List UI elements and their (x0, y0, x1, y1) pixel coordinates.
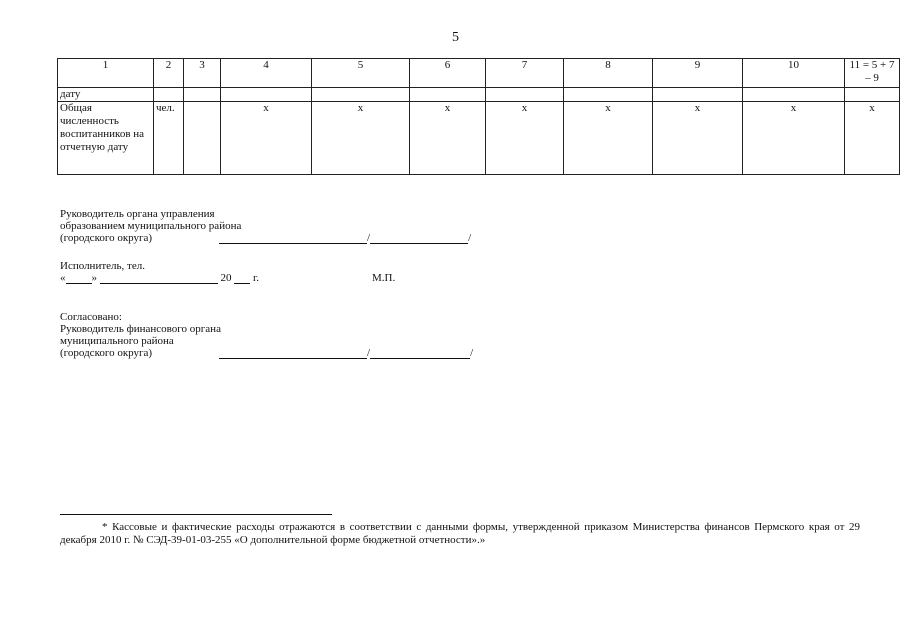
cell-value: x (564, 102, 653, 175)
col-header: 3 (184, 59, 221, 88)
col-header: 7 (486, 59, 564, 88)
col-header: 4 (221, 59, 312, 88)
row-label: Общая численность воспитанников на отчетную дату (58, 102, 154, 175)
head-edu-sign-line: / / (219, 232, 471, 244)
executor-date-line: « » 20 г. (60, 272, 260, 284)
page-number: 5 (452, 30, 459, 45)
stamp-place: М.П. (372, 272, 396, 284)
head-edu-signature-block: Руководитель органа управления образованием муниципального района (городского округа) (60, 208, 242, 244)
table-header-row (58, 59, 900, 88)
col-header: 6 (410, 59, 486, 88)
report-table (57, 58, 900, 175)
cell-value: x (845, 102, 900, 175)
executor-label: Исполнитель, тел. (60, 260, 145, 272)
table-row (58, 88, 900, 102)
cell-value: x (743, 102, 845, 175)
row-label: дату (58, 88, 154, 102)
head-fin-signature-block: Согласовано: Руководитель финансового органа муниципального района (городского округа) (60, 311, 221, 359)
col-header: 10 (743, 59, 845, 88)
table-row (58, 102, 900, 175)
col-header: 1 (58, 59, 154, 88)
footnote-divider (60, 514, 332, 515)
unit-cell: чел. (154, 102, 184, 175)
col-header: 5 (312, 59, 410, 88)
col-header: 8 (564, 59, 653, 88)
footnote: * Кассовые и фактические расходы отражаются в соответствии с данными формы, утвержденной приказом Министерства финансов Пермского края от 29 декабря 2010 г. № СЭД-39-01-03-255 «О дополнительной форме бюджетной отчетности».» (60, 521, 860, 546)
cell-value: x (221, 102, 312, 175)
col-header: 2 (154, 59, 184, 88)
col-header: 9 (653, 59, 743, 88)
cell-value: x (486, 102, 564, 175)
col-header: 11 = 5 + 7 – 9 (845, 59, 900, 88)
cell-value: x (312, 102, 410, 175)
head-fin-sign-line: / / (219, 347, 473, 359)
cell-value: x (653, 102, 743, 175)
cell-value: x (410, 102, 486, 175)
